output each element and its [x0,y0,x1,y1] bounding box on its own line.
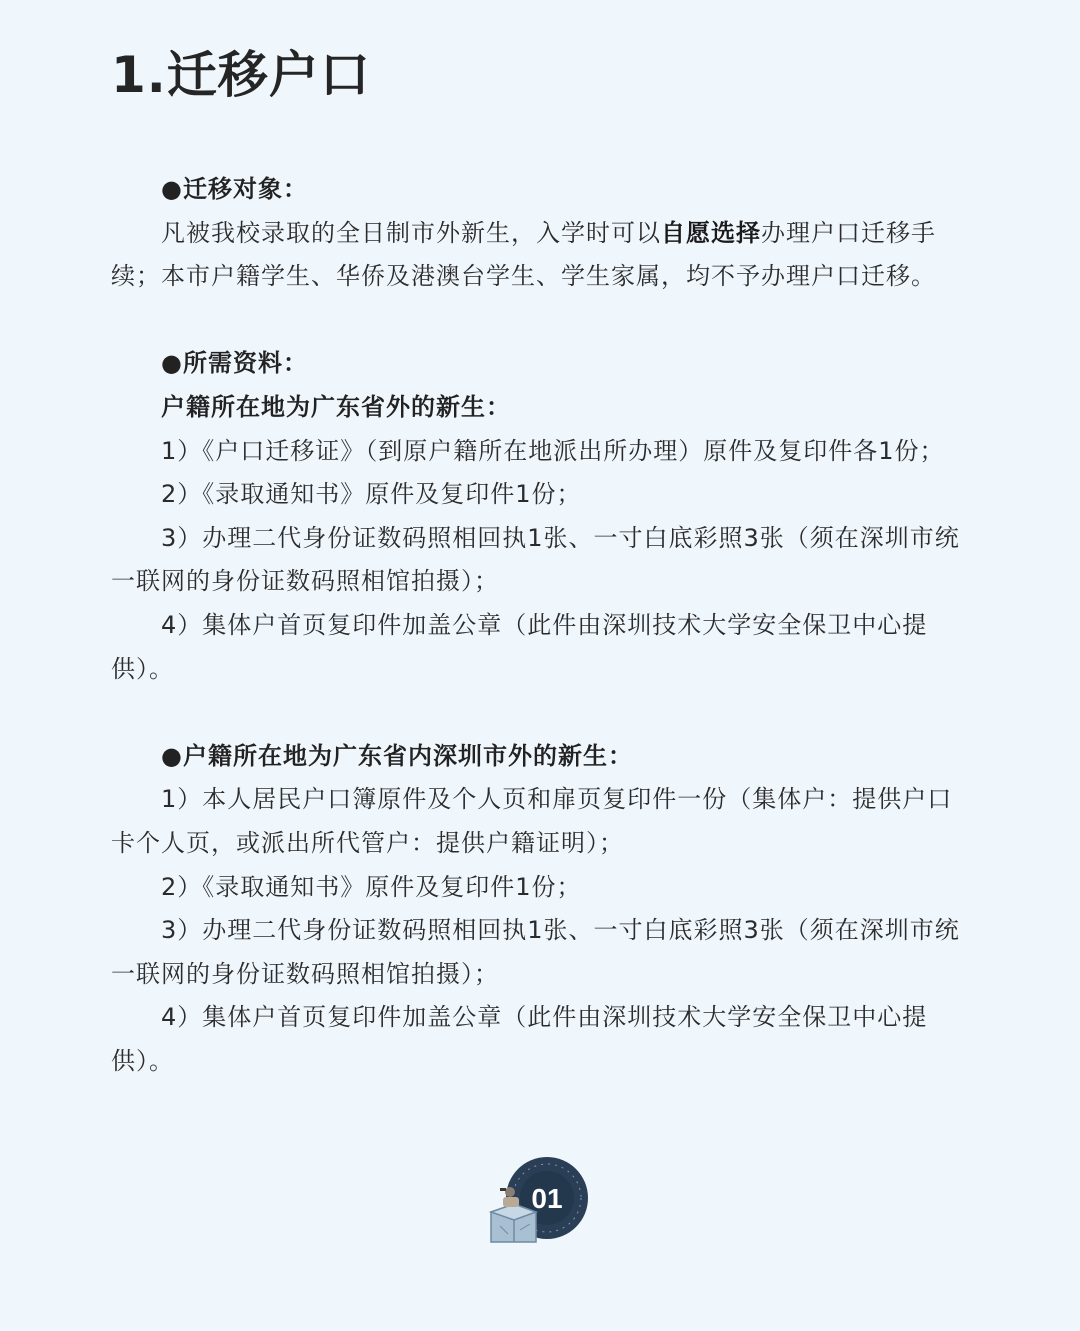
page-title: 1.迁移户口 [111,46,371,104]
target-line-1 [111,212,971,256]
guangdong-item-continued: 一联网的身份证数码照相馆拍摄）； [111,959,499,988]
materials-subheading: 户籍所在地为广东省外的新生： [161,392,511,421]
materials-item: 3）办理二代身份证数码照相回执1张、一寸白底彩照3张（须在深圳市统 [161,523,960,552]
guangdong-item-continued: 卡个人页，或派出所代管户：提供户籍证明）； [111,828,624,857]
materials-item-continued: 供）。 [111,654,174,683]
spacer [111,691,971,735]
badge-number: 01 [531,1183,563,1214]
guangdong-item: 3）办理二代身份证数码照相回执1张、一寸白底彩照3张（须在深圳市统 [161,916,960,945]
guangdong-item: 2）《录取通知书》原件及复印件1份； [161,872,582,901]
materials-item-continued: 一联网的身份证数码照相馆拍摄）； [111,567,499,596]
guangdong-heading: ●户籍所在地为广东省内深圳市外的新生： [161,741,633,770]
target-text-b: 办理户口迁移手 [761,218,936,247]
materials-item: 2）《录取通知书》原件及复印件1份； [161,480,582,509]
main-content [111,168,971,1083]
materials-heading: ●所需资料： [161,349,308,378]
guangdong-item: 4）集体户首页复印件加盖公章（此件由深圳技术大学安全保卫中心提 [161,1003,928,1032]
materials-item: 4）集体户首页复印件加盖公章（此件由深圳技术大学安全保卫中心提 [161,610,928,639]
target-text-a: 凡被我校录取的全日制市外新生，入学时可以 [161,218,661,247]
target-text-bold: 自愿选择 [661,218,761,247]
materials-item: 1）《户口迁移证》（到原户籍所在地派出所办理）原件及复印件各1份； [161,436,945,465]
box-icon [491,1204,536,1242]
spacer [111,299,971,343]
target-heading: ●迁移对象： [161,175,308,203]
page-number-badge [488,1154,592,1246]
guangdong-item: 1）本人居民户口簿原件及个人页和扉页复印件一份（集体户：提供户口 [161,785,953,814]
guangdong-item-continued: 供）。 [111,1046,174,1075]
target-line-2: 续；本市户籍学生、华侨及港澳台学生、学生家属，均不予办理户口迁移。 [111,262,936,291]
